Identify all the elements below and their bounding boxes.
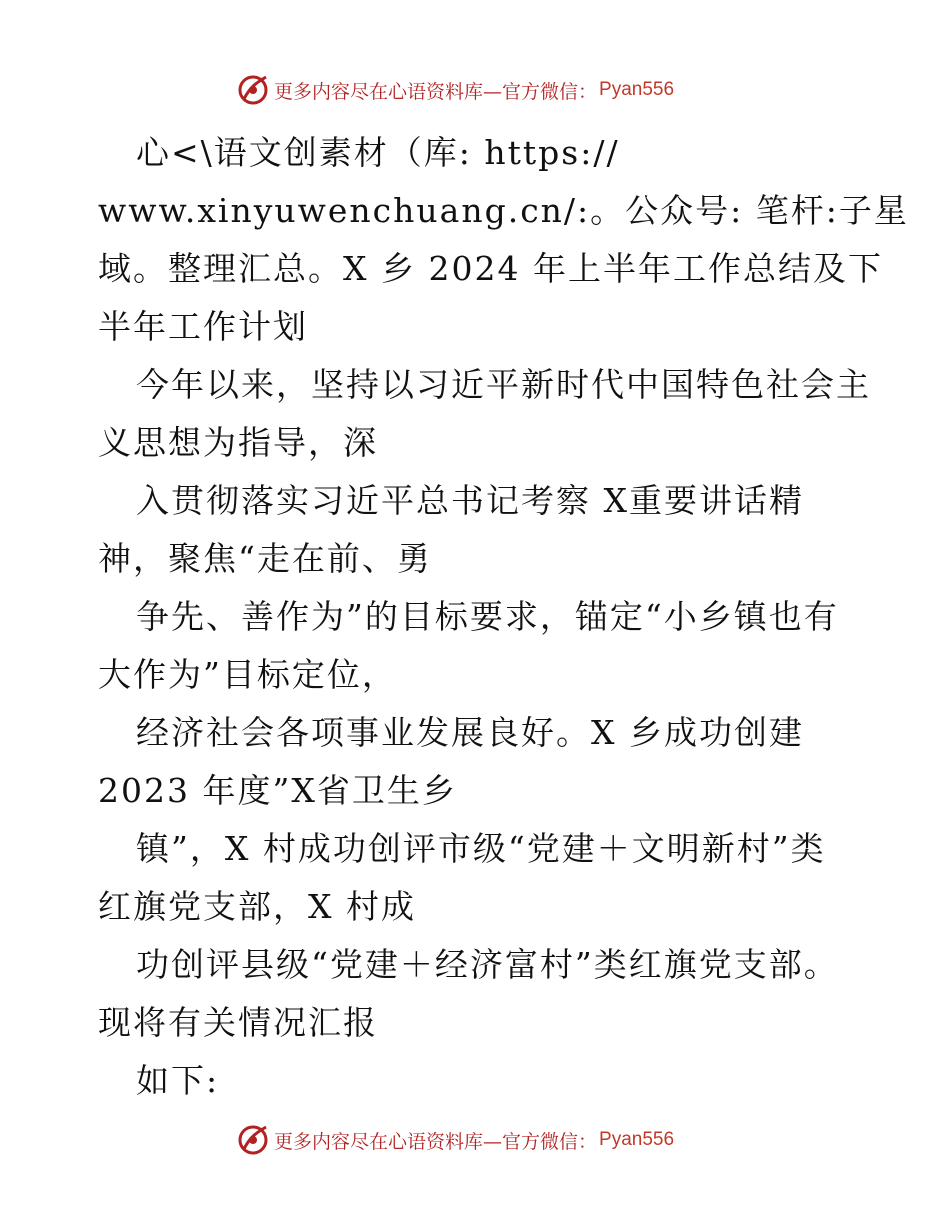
text-line: 功创评县级“党建＋经济富村”类红旗党支部。 xyxy=(136,945,839,984)
text-line: 镇”，X 村成功创评市级“党建＋文明新村”类 xyxy=(136,829,826,868)
header-banner-id: Pyan556 xyxy=(599,79,675,100)
text-line: 现将有关情况汇报 xyxy=(98,1003,378,1042)
text-line: 大作为”目标定位， xyxy=(98,655,397,694)
footer-banner xyxy=(236,1122,674,1158)
header-banner xyxy=(236,72,674,108)
text-line: 义思想为指导，深 xyxy=(98,423,378,462)
text-line: 经济社会各项事业发展良好。X 乡成功创建 xyxy=(136,713,804,752)
footer-banner-text: 更多内容尽在心语资料库—官方微信： xyxy=(274,1130,598,1153)
text-line: 2023 年度”X省卫生乡 xyxy=(98,771,457,810)
text-line: www.xinyuwenchuang.cn/:。公众号: 笔杆:子星 xyxy=(98,191,909,230)
stylized-logo-icon xyxy=(236,73,270,107)
text-line: 红旗党支部，X 村成 xyxy=(98,887,416,926)
text-line: 域。整理汇总。X 乡 2024 年上半年工作总结及下 xyxy=(98,249,883,288)
text-line: 如下: xyxy=(136,1061,220,1100)
footer-banner-id: Pyan556 xyxy=(599,1129,675,1150)
header-banner-text: 更多内容尽在心语资料库—官方微信： xyxy=(274,80,598,103)
text-line: 心<\语文创素材（库: https:// xyxy=(136,133,620,172)
text-line: 入贯彻落实习近平总书记考察 X重要讲话精 xyxy=(136,481,804,520)
text-line: 神，聚焦“走在前、勇 xyxy=(98,539,432,578)
text-line: 今年以来，坚持以习近平新时代中国特色社会主 xyxy=(136,365,871,404)
stylized-logo-icon xyxy=(236,1123,270,1157)
document-body xyxy=(98,124,909,1110)
text-line: 半年工作计划 xyxy=(98,307,308,346)
text-line: 争先、善作为”的目标要求，锚定“小乡镇也有 xyxy=(136,597,839,636)
